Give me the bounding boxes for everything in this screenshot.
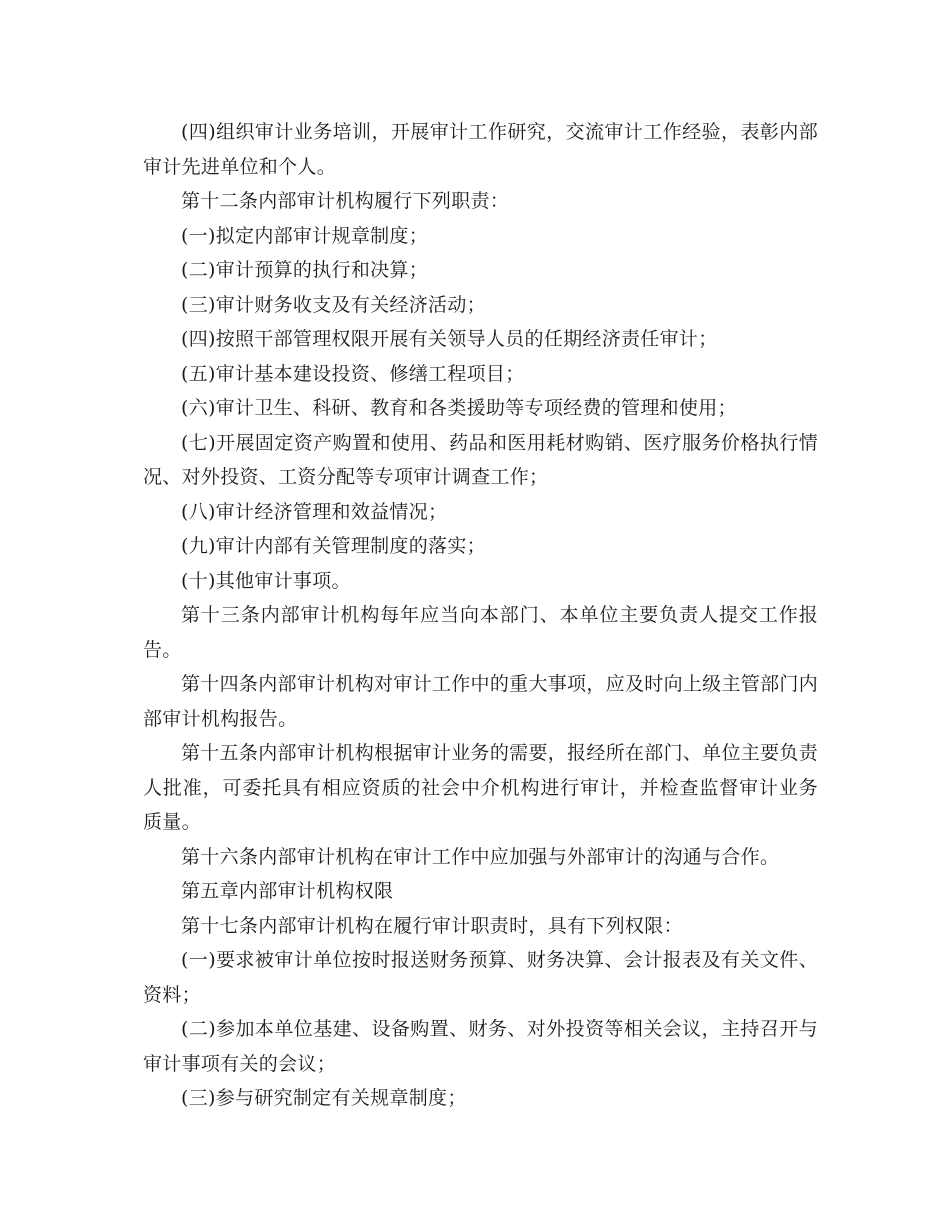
document-body	[143, 115, 818, 1116]
paragraph: (三)参与研究制定有关规章制度；	[181, 1087, 467, 1109]
paragraph: (六)审计卫生、科研、教育和各类援助等专项经费的管理和使用；	[181, 397, 737, 419]
paragraph: 第十三条内部审计机构每年应当向本部门、本单位主要负责人提交工作报告。	[143, 604, 818, 661]
paragraph: (九)审计内部有关管理制度的落实；	[181, 535, 486, 557]
paragraph: (一)拟定内部审计规章制度；	[181, 224, 429, 247]
chapter-heading: 第五章内部审计机构权限	[181, 880, 394, 902]
paragraph: (二)审计预算的执行和决算；	[181, 259, 429, 281]
paragraph: (十)其他审计事项。	[181, 569, 351, 592]
paragraph: 第十四条内部审计机构对审计工作中的重大事项，应及时向上级主管部门内部审计机构报告。	[143, 673, 818, 730]
paragraph: (七)开展固定资产购置和使用、药品和医用耗材购销、医疗服务价格执行情况、对外投资、工资分配等专项审计调查工作；	[143, 431, 818, 488]
paragraph: 第十二条内部审计机构履行下列职责：	[181, 190, 510, 212]
paragraph: 第十七条内部审计机构在履行审计职责时，具有下列权限：	[181, 914, 683, 937]
paragraph: (四)组织审计业务培训，开展审计工作研究，交流审计工作经验，表彰内部审计先进单位和个人。	[143, 121, 818, 178]
paragraph: (一)要求被审计单位按时报送财务预算、财务决算、会计报表及有关文件、资料；	[143, 949, 818, 1006]
paragraph: 第十五条内部审计机构根据审计业务的需要，报经所在部门、单位主要负责人批准，可委托具有相应资质的社会中介机构进行审计，并检查监督审计业务质量。	[143, 742, 818, 833]
paragraph: (四)按照干部管理权限开展有关领导人员的任期经济责任审计；	[181, 328, 718, 350]
paragraph: 第十六条内部审计机构在审计工作中应加强与外部审计的沟通与合作。	[181, 845, 780, 868]
paragraph: (五)审计基本建设投资、修缮工程项目；	[181, 362, 525, 385]
paragraph: (二)参加本单位基建、设备购置、财务、对外投资等相关会议，主持召开与审计事项有关的会议；	[143, 1018, 818, 1075]
paragraph: (八)审计经济管理和效益情况；	[181, 500, 448, 523]
paragraph: (三)审计财务收支及有关经济活动；	[181, 293, 486, 316]
